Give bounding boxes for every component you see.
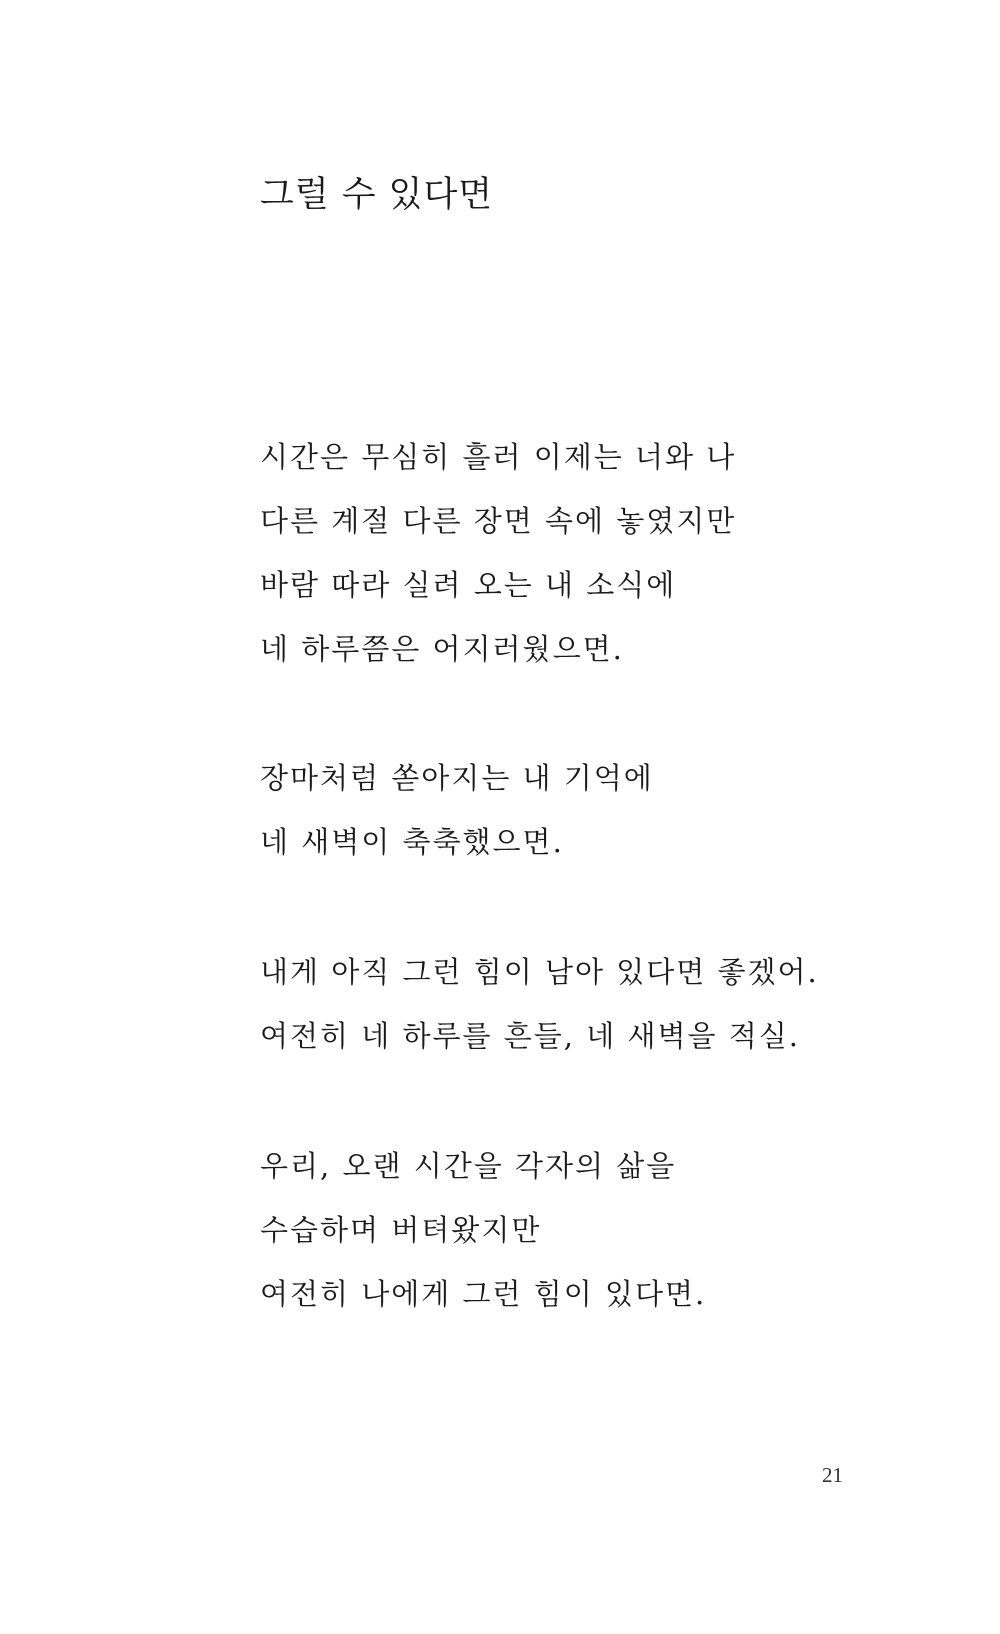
poem-line: 여전히 나에게 그런 힘이 있다면. bbox=[260, 1277, 707, 1311]
poem-line: 네 하루쯤은 어지러웠으면. bbox=[260, 632, 624, 666]
poem-line: 수습하며 버텨왔지만 bbox=[260, 1213, 542, 1247]
poem-line: 여전히 네 하루를 흔들, 네 새벽을 적실. bbox=[260, 1019, 800, 1053]
poem-line: 네 새벽이 축축했으면. bbox=[260, 825, 564, 859]
poem-line: 바람 따라 실려 오는 내 소식에 bbox=[260, 568, 677, 602]
poem-line: 다른 계절 다른 장면 속에 놓였지만 bbox=[260, 504, 737, 538]
poem-line: 장마처럼 쏟아지는 내 기억에 bbox=[260, 761, 654, 795]
poem-line: 시간은 무심히 흘러 이제는 너와 나 bbox=[260, 440, 737, 474]
poem-line: 우리, 오랜 시간을 각자의 삶을 bbox=[260, 1149, 677, 1183]
page-number: 21 bbox=[822, 1463, 843, 1487]
poem-line: 내게 아직 그런 힘이 남아 있다면 좋겠어. bbox=[260, 955, 819, 989]
poem-title: 그럴 수 있다면 bbox=[260, 175, 494, 215]
